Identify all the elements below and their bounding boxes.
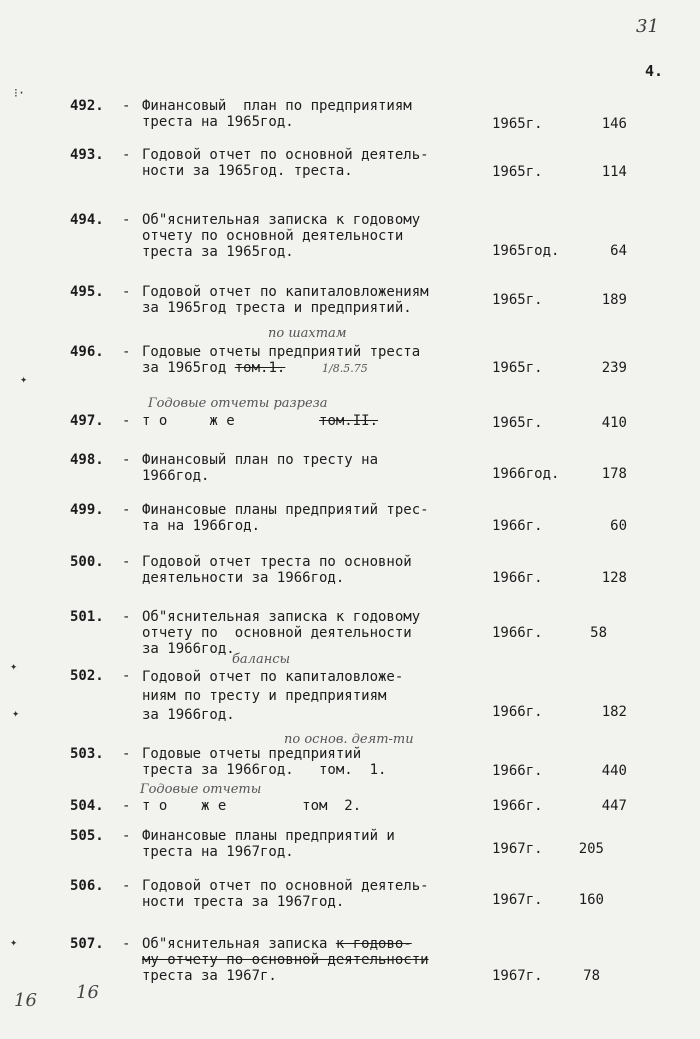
- handwritten-annotation: по основ. деят-ти: [284, 732, 414, 747]
- entry-number: 499.: [70, 502, 104, 518]
- handwritten-annotation: Годовые отчеты разреза: [148, 396, 328, 411]
- entry-title: Финансовый план по предприятиям треста на 1965год.: [142, 98, 412, 130]
- entry-sheet-count: 182: [601, 704, 627, 720]
- entry-title: Годовой отчет по основной деятель- ности треста за 1967год.: [142, 878, 429, 910]
- entry-number: 495.: [70, 284, 104, 300]
- entry-year: 1966г.: [492, 798, 543, 814]
- entry-number: 506.: [70, 878, 104, 894]
- entry-dash: -: [122, 798, 131, 814]
- entry-year: 1967г.: [492, 841, 543, 857]
- entry-dash: -: [122, 344, 131, 360]
- entry-dash: -: [122, 147, 131, 163]
- entry-dash: -: [122, 452, 131, 468]
- handwritten-annotation: по шахтам: [268, 326, 347, 341]
- entry-dash: -: [122, 98, 131, 114]
- entry-title: Об"яснительная записка к годовому отчету по основной деятельности треста за 1965год.: [142, 212, 421, 260]
- entry-dash: -: [122, 413, 131, 429]
- entry-year: 1966г.: [492, 704, 543, 720]
- entry-title: Об"яснительная записка к годово- му отчету по основной деятельности треста за 1967г.: [142, 936, 429, 984]
- entry-title: Годовой отчет треста по основной деятельности за 1966год.: [142, 554, 412, 586]
- entry-number: 507.: [70, 936, 104, 952]
- entry-title: Финансовые планы предприятий трес- та на 1966год.: [142, 502, 429, 534]
- entry-year: 1966г.: [492, 518, 543, 534]
- handwritten-annotation: балансы: [232, 652, 291, 667]
- margin-mark: ✦: [20, 372, 28, 386]
- entry-year: 1967г.: [492, 968, 543, 984]
- entry-sheet-count: 78: [583, 968, 600, 984]
- entry-year: 1965г.: [492, 292, 543, 308]
- entry-year: 1966г.: [492, 625, 543, 641]
- entry-number: 496.: [70, 344, 104, 360]
- entry-sheet-count: 205: [578, 841, 604, 857]
- entry-title: Годовые отчеты предприятий треста за 1965год том.1.: [142, 344, 421, 376]
- entry-dash: -: [122, 609, 131, 625]
- entry-number: 498.: [70, 452, 104, 468]
- entry-sheet-count: 410: [601, 415, 627, 431]
- entry-title: Годовой отчет по капиталовложе- ниям по тресту и предприятиям за 1966год.: [142, 669, 404, 723]
- handwritten-footer-right: 16: [76, 982, 99, 1003]
- entry-dash: -: [122, 668, 131, 684]
- entry-sheet-count: 189: [601, 292, 627, 308]
- entry-dash: -: [122, 502, 131, 518]
- entry-title: Годовые отчеты предприятий треста за 1966год. том. 1.: [142, 746, 387, 778]
- entry-year: 1966г.: [492, 763, 543, 779]
- handwritten-date: 1/8.5.75: [322, 362, 368, 375]
- entry-number: 493.: [70, 147, 104, 163]
- entry-number: 497.: [70, 413, 104, 429]
- entry-number: 503.: [70, 746, 104, 762]
- corner-page-number: 31: [636, 16, 659, 37]
- margin-mark: ✦: [10, 659, 18, 673]
- entry-number: 505.: [70, 828, 104, 844]
- entry-year: 1966г.: [492, 570, 543, 586]
- handwritten-annotation: Годовые отчеты: [140, 782, 262, 797]
- entry-number: 502.: [70, 668, 104, 684]
- entry-number: 501.: [70, 609, 104, 625]
- entry-dash: -: [122, 212, 131, 228]
- entry-number: 492.: [70, 98, 104, 114]
- entry-sheet-count: 447: [601, 798, 627, 814]
- page-number: 4.: [645, 62, 664, 80]
- entry-title: Финансовые планы предприятий и треста на 1967год.: [142, 828, 395, 860]
- entry-year: 1965г.: [492, 360, 543, 376]
- entry-year: 1965г.: [492, 164, 543, 180]
- entry-sheet-count: 128: [601, 570, 627, 586]
- entry-sheet-count: 58: [590, 625, 607, 641]
- margin-mark: ✦: [10, 935, 18, 949]
- entry-sheet-count: 64: [610, 243, 627, 259]
- entry-title: Об"яснительная записка к годовому отчету по основной деятельности за 1966год.: [142, 609, 421, 657]
- entry-title: т о ж е том.II.: [142, 413, 379, 429]
- entry-number: 500.: [70, 554, 104, 570]
- entry-number: 504.: [70, 798, 104, 814]
- entry-sheet-count: 160: [578, 892, 604, 908]
- entry-dash: -: [122, 746, 131, 762]
- entry-sheet-count: 114: [601, 164, 627, 180]
- margin-mark: ✦: [12, 706, 20, 720]
- entry-title: Годовой отчет по капиталовложениям за 1965год треста и предприятий.: [142, 284, 429, 316]
- entry-dash: -: [122, 936, 131, 952]
- handwritten-footer-left: 16: [14, 990, 37, 1011]
- entry-sheet-count: 178: [601, 466, 627, 482]
- entry-year: 1966год.: [492, 466, 560, 482]
- entry-dash: -: [122, 878, 131, 894]
- entry-title: Годовой отчет по основной деятель- ности за 1965год. треста.: [142, 147, 429, 179]
- margin-mark: ⁝·: [14, 86, 26, 100]
- entry-title: Финансовый план по тресту на 1966год.: [142, 452, 379, 484]
- entry-sheet-count: 239: [601, 360, 627, 376]
- entry-number: 494.: [70, 212, 104, 228]
- entry-sheet-count: 60: [610, 518, 627, 534]
- entry-sheet-count: 440: [601, 763, 627, 779]
- entry-title: т о ж е том 2.: [142, 798, 362, 814]
- entry-dash: -: [122, 828, 131, 844]
- entry-dash: -: [122, 554, 131, 570]
- entry-dash: -: [122, 284, 131, 300]
- entry-year: 1965год.: [492, 243, 560, 259]
- entry-sheet-count: 146: [601, 116, 627, 132]
- entry-year: 1965г.: [492, 116, 543, 132]
- entry-year: 1965г.: [492, 415, 543, 431]
- entry-year: 1967г.: [492, 892, 543, 908]
